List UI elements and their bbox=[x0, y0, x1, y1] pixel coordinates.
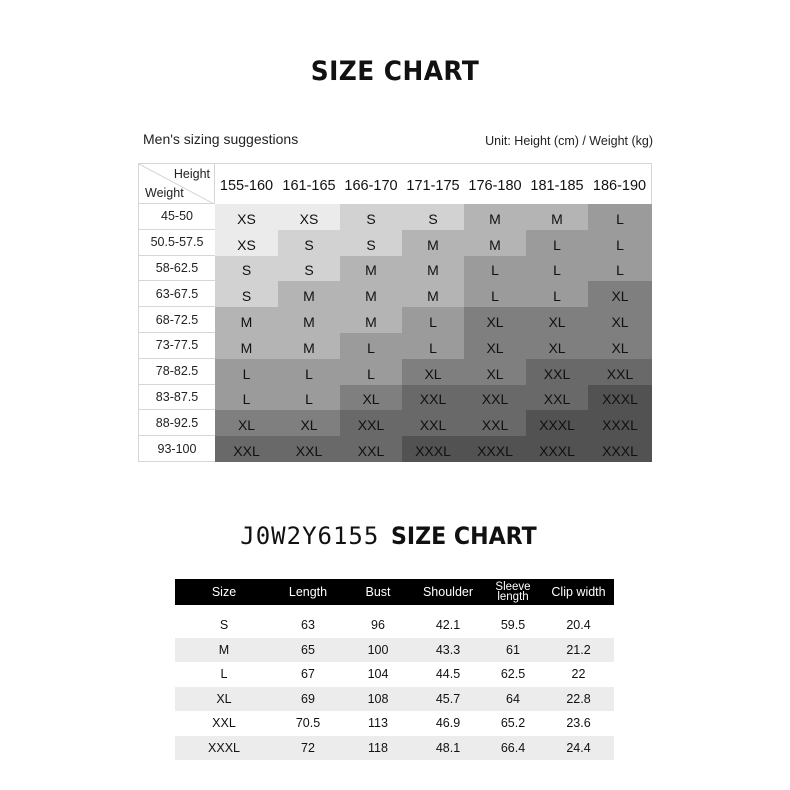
column-header: Length bbox=[273, 579, 343, 605]
size-label: XXL bbox=[357, 443, 385, 460]
size-label: XXL bbox=[543, 391, 571, 408]
weight-range-label: 73-77.5 bbox=[138, 333, 215, 359]
table-spacer bbox=[175, 605, 614, 613]
table-cell: 48.1 bbox=[413, 736, 483, 761]
size-label: XXL bbox=[233, 443, 260, 460]
size-cell bbox=[215, 410, 278, 436]
header-line: length bbox=[497, 591, 529, 603]
size-cell bbox=[340, 410, 402, 436]
size-cell bbox=[402, 204, 464, 230]
size-cell bbox=[278, 256, 340, 282]
size-cell bbox=[278, 204, 340, 230]
size-cell bbox=[402, 359, 464, 385]
product-size-table bbox=[175, 579, 614, 760]
size-cell bbox=[278, 333, 340, 359]
size-cell bbox=[278, 410, 340, 436]
table-cell: 70.5 bbox=[295, 716, 321, 731]
size-label: XXL bbox=[543, 365, 571, 382]
table-cell: 21.2 bbox=[543, 638, 614, 663]
table-row bbox=[175, 662, 614, 687]
size-label: XXL bbox=[606, 365, 634, 382]
table-cell: 45.7 bbox=[413, 687, 483, 712]
size-label: L bbox=[616, 262, 624, 279]
table-cell: XL bbox=[175, 687, 273, 712]
size-label: S bbox=[366, 236, 376, 253]
weight-range-label: 88-92.5 bbox=[138, 410, 215, 436]
size-cell bbox=[402, 436, 464, 462]
table-row bbox=[175, 687, 614, 712]
size-cell bbox=[526, 256, 588, 282]
size-label: L bbox=[553, 236, 561, 253]
product-code: J0W2Y6155 bbox=[240, 522, 380, 550]
size-cell bbox=[278, 307, 340, 333]
size-cell bbox=[588, 204, 652, 230]
table-cell: 113 bbox=[368, 716, 388, 731]
table-row bbox=[175, 613, 614, 638]
size-label: M bbox=[427, 262, 439, 279]
size-cell bbox=[402, 230, 464, 256]
height-axis-label: Height bbox=[173, 167, 210, 181]
size-label: L bbox=[242, 365, 251, 382]
table-cell: XXXL bbox=[175, 736, 273, 761]
size-label: XXXL bbox=[602, 443, 638, 460]
size-label: XL bbox=[486, 339, 504, 356]
table-cell: 65 bbox=[273, 638, 343, 663]
size-label: M bbox=[489, 236, 501, 253]
size-cell bbox=[340, 204, 402, 230]
table-cell: 67 bbox=[301, 667, 315, 682]
table-cell: 22 bbox=[571, 667, 586, 682]
size-label: M bbox=[551, 210, 563, 227]
table-cell: 46.9 bbox=[435, 716, 461, 731]
size-cell bbox=[526, 333, 588, 359]
size-label: L bbox=[305, 391, 313, 408]
size-label: L bbox=[491, 288, 499, 305]
size-label: M bbox=[303, 339, 315, 356]
table-cell: 44.5 bbox=[435, 667, 461, 682]
size-label: XS bbox=[237, 236, 256, 253]
size-cell bbox=[215, 436, 278, 462]
table-cell: 43.3 bbox=[413, 638, 483, 663]
size-label: XL bbox=[486, 365, 504, 382]
size-cell bbox=[526, 230, 588, 256]
table-cell: 100 bbox=[343, 638, 413, 663]
size-cell bbox=[340, 256, 402, 282]
size-label: XL bbox=[300, 417, 318, 434]
size-label: S bbox=[241, 288, 252, 305]
table-cell: 62.5 bbox=[500, 667, 526, 682]
height-range-header: 155-160 bbox=[215, 163, 278, 204]
size-cell bbox=[464, 436, 526, 462]
size-label: S bbox=[304, 262, 314, 279]
size-cell bbox=[402, 256, 464, 282]
size-cell bbox=[215, 204, 278, 230]
table-cell: 59.5 bbox=[500, 618, 526, 633]
size-label: L bbox=[429, 314, 437, 331]
table-cell: 61 bbox=[483, 638, 543, 663]
size-label: XXXL bbox=[477, 443, 513, 460]
size-label: XXL bbox=[419, 391, 447, 408]
table-row bbox=[175, 638, 614, 663]
size-cell bbox=[215, 359, 278, 385]
page-title: SIZE CHART bbox=[310, 56, 480, 87]
table-cell: 63 bbox=[301, 618, 315, 633]
size-cell bbox=[215, 333, 278, 359]
table-cell: XXL bbox=[212, 716, 236, 731]
size-label: XL bbox=[362, 391, 380, 408]
size-label: XXXL bbox=[415, 443, 451, 460]
size-cell bbox=[526, 410, 588, 436]
size-cell bbox=[340, 307, 402, 333]
size-cell bbox=[402, 307, 464, 333]
size-label: M bbox=[365, 288, 377, 305]
sizing-subtitle: Men's sizing suggestions bbox=[143, 131, 299, 147]
size-cell bbox=[588, 359, 652, 385]
table-cell: 22.8 bbox=[543, 687, 614, 712]
size-label: XS bbox=[299, 210, 319, 227]
size-cell bbox=[588, 333, 652, 359]
size-label: XL bbox=[611, 288, 629, 305]
size-label: M bbox=[489, 210, 501, 227]
size-cell bbox=[215, 307, 278, 333]
weight-range-label: 63-67.5 bbox=[138, 281, 215, 307]
size-cell bbox=[278, 281, 340, 307]
size-cell bbox=[215, 281, 278, 307]
size-cell bbox=[340, 436, 402, 462]
column-header: Bust bbox=[343, 579, 413, 605]
column-header: Size bbox=[175, 579, 273, 605]
size-label: L bbox=[367, 365, 375, 382]
height-range-header: 176-180 bbox=[464, 163, 526, 204]
table-cell: 96 bbox=[371, 618, 385, 633]
size-cell bbox=[464, 410, 526, 436]
size-label: M bbox=[365, 262, 377, 279]
table-cell: 118 bbox=[343, 736, 413, 761]
weight-range-label: 93-100 bbox=[138, 436, 215, 462]
spacer-cell bbox=[175, 605, 614, 613]
size-label: S bbox=[241, 262, 252, 279]
size-cell bbox=[526, 385, 588, 411]
size-label: XL bbox=[237, 417, 256, 434]
table-cell: 108 bbox=[343, 687, 413, 712]
table-header-row bbox=[175, 579, 614, 605]
height-range-header: 161-165 bbox=[278, 163, 340, 204]
size-cell bbox=[278, 436, 340, 462]
size-label: M bbox=[240, 314, 253, 331]
size-label: M bbox=[303, 288, 315, 305]
table-row bbox=[175, 711, 614, 736]
header-line: Sleeve bbox=[495, 581, 531, 593]
size-cell bbox=[278, 359, 340, 385]
size-label: M bbox=[365, 314, 377, 331]
size-label: L bbox=[553, 288, 561, 305]
table-cell: 20.4 bbox=[566, 618, 591, 633]
size-cell bbox=[526, 204, 588, 230]
size-label: S bbox=[304, 236, 314, 253]
size-cell bbox=[464, 256, 526, 282]
size-label: L bbox=[305, 365, 313, 382]
size-cell bbox=[588, 281, 652, 307]
size-label: L bbox=[553, 262, 561, 279]
unit-note: Unit: Height (cm) / Weight (kg) bbox=[485, 134, 653, 148]
size-cell bbox=[588, 230, 652, 256]
size-cell bbox=[464, 230, 526, 256]
size-cell bbox=[402, 410, 464, 436]
table-cell: S bbox=[219, 618, 229, 633]
size-cell bbox=[340, 333, 402, 359]
size-cell bbox=[215, 256, 278, 282]
size-cell bbox=[464, 359, 526, 385]
product-chart-title bbox=[0, 522, 790, 551]
size-cell bbox=[464, 333, 526, 359]
table-cell: M bbox=[175, 638, 273, 663]
weight-range-label: 68-72.5 bbox=[138, 307, 215, 333]
size-cell bbox=[588, 436, 652, 462]
column-header: Clip width bbox=[543, 579, 614, 605]
height-range-header: 166-170 bbox=[340, 163, 402, 204]
size-cell bbox=[588, 385, 652, 411]
table-cell: 23.6 bbox=[566, 716, 591, 731]
size-cell bbox=[278, 385, 340, 411]
size-cell bbox=[464, 281, 526, 307]
size-label: XS bbox=[237, 210, 256, 227]
size-label: M bbox=[303, 314, 315, 331]
size-cell bbox=[526, 436, 588, 462]
weight-range-label: 78-82.5 bbox=[138, 359, 215, 385]
size-cell bbox=[402, 281, 464, 307]
size-cell bbox=[588, 307, 652, 333]
size-label: XL bbox=[611, 339, 629, 356]
size-label: XXL bbox=[481, 417, 509, 434]
size-label: L bbox=[242, 391, 251, 408]
size-cell bbox=[340, 230, 402, 256]
size-cell bbox=[340, 385, 402, 411]
size-label: XXXL bbox=[539, 443, 575, 460]
size-cell bbox=[588, 410, 652, 436]
size-label: L bbox=[491, 262, 499, 279]
height-range-header: 171-175 bbox=[402, 163, 464, 204]
column-header: Shoulder bbox=[413, 579, 483, 605]
weight-range-label: 83-87.5 bbox=[138, 385, 215, 411]
height-range-header: 181-185 bbox=[526, 163, 588, 204]
table-cell: 69 bbox=[273, 687, 343, 712]
product-chart-heading: SIZE CHART bbox=[391, 522, 538, 550]
table-cell: 64 bbox=[483, 687, 543, 712]
size-label: L bbox=[429, 339, 437, 356]
size-label: XXL bbox=[481, 391, 509, 408]
size-label: XL bbox=[611, 314, 629, 331]
column-header-sleeve-length bbox=[483, 579, 543, 605]
size-label: XXL bbox=[295, 443, 323, 460]
table-body bbox=[175, 605, 614, 760]
size-label: M bbox=[427, 236, 439, 253]
size-cell bbox=[526, 307, 588, 333]
table-cell: 104 bbox=[367, 667, 389, 682]
size-label: XXXL bbox=[539, 417, 575, 434]
size-label: XXXL bbox=[602, 391, 638, 408]
grid-corner-header bbox=[138, 163, 215, 204]
size-label: XL bbox=[548, 339, 566, 356]
size-label: XL bbox=[424, 365, 442, 382]
size-cell bbox=[278, 230, 340, 256]
size-cell bbox=[464, 204, 526, 230]
sizing-heatmap bbox=[138, 163, 652, 462]
size-cell bbox=[402, 385, 464, 411]
size-label: M bbox=[240, 339, 253, 356]
table-cell: 72 bbox=[273, 736, 343, 761]
weight-axis-label: Weight bbox=[145, 186, 184, 200]
size-cell bbox=[526, 281, 588, 307]
table-cell: 42.1 bbox=[435, 618, 461, 633]
size-label: L bbox=[367, 339, 375, 356]
size-label: S bbox=[428, 210, 438, 227]
size-cell bbox=[464, 385, 526, 411]
size-cell bbox=[402, 333, 464, 359]
size-label: XXL bbox=[419, 417, 447, 434]
size-cell bbox=[340, 281, 402, 307]
table-cell: 65.2 bbox=[500, 716, 526, 731]
size-label: XL bbox=[548, 314, 566, 331]
table-cell: 66.4 bbox=[483, 736, 543, 761]
size-cell bbox=[588, 256, 652, 282]
size-cell bbox=[340, 359, 402, 385]
weight-range-label: 50.5-57.5 bbox=[138, 230, 215, 256]
table-cell: L bbox=[220, 667, 228, 682]
size-label: M bbox=[427, 288, 439, 305]
size-label: XXXL bbox=[602, 417, 638, 434]
table-cell: 24.4 bbox=[543, 736, 614, 761]
size-label: S bbox=[366, 210, 376, 227]
size-label: XL bbox=[486, 314, 504, 331]
size-label: XXL bbox=[357, 417, 385, 434]
table-row bbox=[175, 736, 614, 761]
size-cell bbox=[215, 385, 278, 411]
size-cell bbox=[215, 230, 278, 256]
size-cell bbox=[526, 359, 588, 385]
weight-range-label: 58-62.5 bbox=[138, 256, 215, 282]
height-range-header: 186-190 bbox=[588, 163, 652, 204]
size-label: L bbox=[616, 210, 624, 227]
size-cell bbox=[464, 307, 526, 333]
weight-range-label: 45-50 bbox=[138, 204, 215, 230]
size-label: L bbox=[616, 236, 624, 253]
